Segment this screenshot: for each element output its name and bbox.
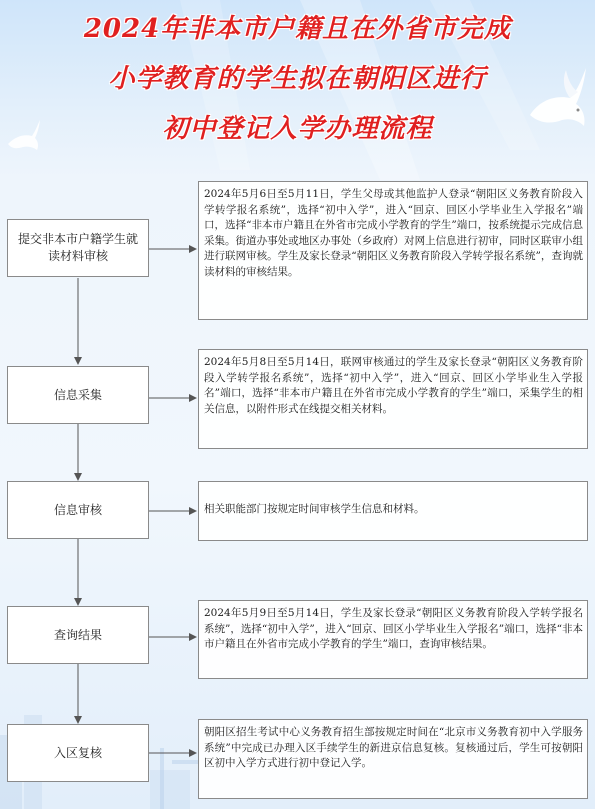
step-description — [198, 719, 588, 799]
step-label: 信息采集 — [53, 387, 102, 402]
description-text: 相关职能部门按规定时间审核学生信息和材料。 — [204, 503, 425, 515]
step-description — [198, 349, 588, 449]
step-label: 入区复核 — [53, 745, 102, 760]
page-title-line-2: 小学教育的学生拟在朝阳区进行 — [108, 64, 487, 94]
step-label: 信息审核 — [53, 502, 102, 517]
step-box-info-collection — [7, 366, 149, 424]
page-title-line-3: 初中登记入学办理流程 — [162, 114, 433, 144]
step-box-info-review — [7, 481, 149, 539]
step-box-submit-materials — [7, 219, 149, 277]
description-text: 朝阳区招生考试中心义务教育招生部按规定时间在“北京市义务教育初中入学服务系统”中完成已办理入区手续学生的新进京信息复核。复核通过后，学生可按朝阳区初中入学方式进行初中登记入学。 — [204, 726, 583, 769]
description-text: 2024年5月8日至5月14日，联网审核通过的学生及家长登录“朝阳区义务教育阶段入学转学报名系统”，选择“初中入学”，进入“回京、回区小学毕业生入学报名”端口，选择“非本市户籍且在外省市完成小学教育的学生”端口，采集学生的相关信息，以附件形式在线提交相关材料。 — [204, 356, 583, 415]
page-title-line-1: 2024年非本市户籍且在外省市完成 — [83, 14, 512, 44]
description-text: 2024年5月6日至5月11日，学生父母或其他监护人登录“朝阳区义务教育阶段入学转学报名系统”，选择“初中入学”，进入“回京、回区小学毕业生入学报名”端口，选择“非本市户籍且在外省市完成小学教育的学生”端口，按系统提示完成信息采集。街道办事处或地区办事处（乡政府）对网上信息进行初审，同时区联审小组进行联网审核。学生及家长登录“朝阳区义务教育阶段入学转学报名系统”，查询就读材料的审核结果。 — [204, 188, 583, 278]
step-description — [198, 600, 588, 679]
step-description — [198, 181, 588, 320]
step-box-district-recheck — [7, 724, 149, 782]
step-label: 提交非本市户籍学生就读材料审核 — [17, 232, 138, 263]
step-box-query-result — [7, 606, 149, 664]
step-description — [198, 481, 588, 541]
step-label: 查询结果 — [53, 627, 102, 642]
description-text: 2024年5月9日至5月14日，学生及家长登录“朝阳区义务教育阶段入学转学报名系统”，选择“初中入学”，进入“回京、回区小学毕业生入学报名”端口，选择“非本市户籍且在外省市完成小学教育的学生”端口，查询审核结果。 — [204, 607, 583, 650]
